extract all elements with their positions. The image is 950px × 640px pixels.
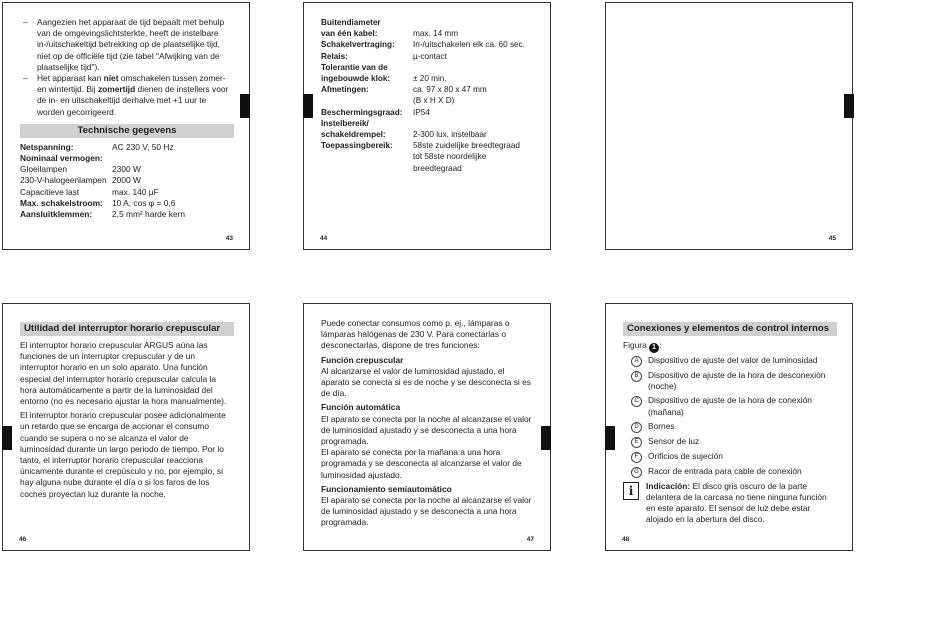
page-43: [2, 2, 250, 250]
spec-row: [321, 163, 535, 174]
spec-key: van één kabel:: [321, 29, 378, 39]
paragraph: Puede conectar consumos como p. ej., lámparas o lámparas halógenas de 230 V. Para conectarlas o desconectarlas, dispone de tres funciones:: [321, 318, 510, 351]
spec-value: IP54: [413, 107, 430, 117]
list-item-text: Dispositivo de ajuste del valor de luminosidad: [648, 355, 818, 365]
list-item-text: Sensor de luz: [648, 435, 700, 446]
spec-key: Instelbereik/: [321, 118, 369, 128]
section-heading: Conexiones y elementos de control internos: [623, 322, 837, 336]
paragraph: El aparato se conecta por la mañana a una hora programada y se desconecta al alcanzarse el valor de luminosidad ajustado.: [321, 447, 522, 480]
page-number: 45: [828, 235, 836, 242]
bullet-text: Aangezien het apparaat de tijd bepaalt met behulp van de omgevingslichtsterkte, heeft de instelbare in-/uitschakeltijd betrekking op de plaatselijke tijd, niet op de officiële tijd (zie tabel "Afwijking van de plaatselijke tijd").: [37, 17, 225, 72]
thumb-index-tab: [541, 426, 551, 450]
spec-value: 2300 W: [112, 164, 141, 175]
spec-row: [321, 51, 535, 62]
subheading: Función automática: [321, 402, 401, 413]
spec-key: Toepassingbereik:: [321, 141, 393, 151]
spec-row: [321, 73, 535, 84]
circled-letter: A: [631, 356, 642, 367]
list-item-text: Dispositivo de ajuste de la hora de conexión (mañana): [648, 395, 812, 417]
spec-key: Aansluitklemmen:: [20, 209, 93, 220]
spec-row: [20, 142, 234, 153]
spec-key: Netspanning:: [20, 141, 74, 152]
spec-row: [20, 175, 234, 186]
bullet-text: dienen de instellers voor de in- en uitschakeltijd derhalve met +1 uur te worden gecorrigeerd.: [37, 84, 229, 117]
spec-value: breedtegraad: [413, 163, 462, 173]
bullet-mark: –: [23, 73, 28, 84]
spec-key: Afmetingen:: [321, 85, 369, 95]
list-item-text: Racor de entrada para cable de conexión: [648, 465, 802, 476]
spec-value: 2-300 lux, instelbaar: [413, 130, 487, 140]
spec-row: [20, 153, 234, 164]
spec-row: [321, 95, 535, 106]
spec-table: [321, 17, 535, 174]
spec-key: Buitendiameter: [321, 18, 381, 27]
spec-key: Gloeilampen: [20, 164, 68, 175]
list-item: [623, 355, 837, 367]
paragraph: Al alcanzarse el valor de luminosidad ajustado, el aparato se conecta si es de noche y se desconecta si es de día.: [321, 365, 531, 399]
page-number: 43: [225, 235, 233, 242]
spec-key: Schakelvertraging:: [321, 40, 395, 50]
thumb-index-tab: [844, 94, 854, 118]
list-item: [623, 466, 837, 478]
spec-key: Capacitieve last: [20, 186, 80, 197]
spec-value: (B x H X D): [413, 96, 455, 106]
list-item: [623, 436, 837, 448]
section-heading: Utilidad del interruptor horario crepuscular: [20, 322, 234, 336]
thumb-index-tab: [2, 426, 12, 450]
thumb-index-tab: [605, 426, 615, 450]
figure-label: Figura: [623, 340, 647, 350]
spec-row: [321, 39, 535, 50]
spec-value: In-/uitschakelen elk ca. 60 sec.: [413, 40, 525, 50]
list-item-text: Orificios de sujeción: [648, 450, 723, 461]
page-number: 47: [526, 536, 534, 543]
spec-value: µ-contact: [413, 51, 447, 61]
spec-key: [321, 95, 413, 106]
bullet-text: omschakelen tussen zomer- en wintertijd. Bij: [37, 73, 226, 95]
subheading: Función crepuscular: [321, 354, 404, 365]
list-item: [623, 421, 837, 433]
spec-value: [413, 62, 535, 73]
spec-value: ± 20 min.: [413, 74, 447, 84]
paragraph: El aparato se conecta por la noche al alcanzarse el valor de luminosidad ajustado y se desconecta a una hora programada.: [321, 413, 532, 447]
info-icon: i: [623, 482, 639, 500]
thumb-index-tab: [240, 94, 250, 118]
spec-value: max. 140 µF: [112, 186, 159, 197]
paragraph: El interruptor horario crepuscular posee adicionalmente un retardo que se encarga de accionar el consumo cuando se supera o no se alcanza el valor de luminosidad durante un largo periodo de tiempo. Por lo tanto, el interruptor horario crepuscular reacciona únicamente durante el crepúsculo y no, por ejemplo, si hay alguna nube durante el día o si los faros de los coches proyectan luz durante la noche.: [20, 410, 226, 499]
spec-key: ingebouwde klok:: [321, 74, 391, 84]
page-48: [605, 303, 853, 551]
spec-row: [321, 151, 535, 162]
spec-key: schakeldrempel:: [321, 130, 386, 140]
spec-table: [20, 142, 234, 220]
paragraph: El interruptor horario crepuscular ARGUS aúna las funciones de un interruptor crepuscular y de un interruptor horario en un solo aparato. Una función especial del interruptor horario crepuscular calcula la hora automáticamente a partir de la luminosidad del entorno (no es necesario ajustar la hora manualmente).: [20, 340, 227, 407]
spec-row: [321, 62, 535, 73]
figure-reference: Figura 1 :: [623, 340, 662, 351]
page-46: [2, 303, 250, 551]
spec-value: [413, 118, 535, 129]
info-note: [623, 481, 837, 526]
list-item: [623, 370, 837, 392]
circled-letter: D: [631, 422, 642, 433]
list-item: [623, 451, 837, 463]
spec-key: Tolerantie van de: [321, 62, 388, 72]
circled-letter: G: [631, 467, 642, 478]
page-number: 44: [320, 235, 328, 242]
spec-value: 58ste zuidelijke breedtegraad: [413, 141, 520, 151]
thumb-index-tab: [303, 94, 313, 118]
info-label: Indicación:: [646, 480, 691, 491]
spec-row: [321, 118, 535, 129]
spec-key: [321, 151, 413, 162]
bullet-1: [20, 17, 234, 73]
spec-key: 230-V-halogeenlampen: [20, 175, 107, 186]
circled-letter: F: [631, 452, 642, 463]
spec-value: [413, 17, 535, 28]
figure-number-badge: 1: [649, 343, 659, 353]
list-item-text: Dispositivo de ajuste de la hora de desconexión (noche): [648, 370, 826, 392]
spec-value: [103, 153, 234, 164]
spec-key: Nominaal vermogen:: [20, 153, 103, 164]
paragraph: El aparato se conecta por la noche al alcanzarse el valor de luminosidad ajustado y se desconecta a una hora programada.: [321, 495, 532, 528]
bullet-2: [20, 73, 234, 118]
spec-value: AC 230 V, 50 Hz: [112, 141, 174, 152]
circled-letter: E: [631, 437, 642, 448]
info-text-block: [646, 481, 837, 526]
spec-row: [321, 140, 535, 151]
circled-letter: B: [631, 371, 642, 382]
bullet-mark: –: [23, 17, 28, 27]
bullet-bold: niet: [103, 73, 119, 84]
list-item-text: Bornes: [648, 420, 675, 431]
spec-row: [321, 28, 535, 39]
page-45: [605, 2, 853, 250]
spec-key: Relais:: [321, 51, 348, 61]
spec-value: tot 58ste noordelijke: [413, 152, 487, 162]
spec-row: [321, 107, 535, 118]
spec-row: [20, 187, 234, 198]
section-heading: Technische gegevens: [20, 124, 234, 138]
spec-row: [321, 84, 535, 95]
spec-row: [20, 198, 234, 209]
spec-value: 2000 W: [112, 175, 141, 186]
page-number: 46: [19, 536, 27, 543]
spec-key: Beschermingsgraad:: [321, 107, 403, 117]
spec-row: [20, 164, 234, 175]
list-item: [623, 395, 837, 417]
spec-row: [321, 129, 535, 140]
page-44: [303, 2, 551, 250]
subheading: Funcionamiento semiautomático: [321, 483, 452, 494]
spec-key: [321, 163, 413, 174]
circled-letter: C: [631, 396, 642, 407]
bullet-text: Het apparaat kan: [37, 73, 104, 84]
page-47: [303, 303, 551, 551]
page-number: 48: [622, 536, 630, 543]
spec-value: 2,5 mm² harde kern: [112, 209, 186, 220]
spec-value: ca. 97 x 80 x 47 mm: [413, 85, 487, 95]
bullet-bold: zomertijd: [97, 84, 136, 95]
spec-row: [321, 17, 535, 28]
spec-key: Max. schakelstroom:: [20, 197, 103, 208]
spec-row: [20, 209, 234, 220]
spec-value: max. 14 mm: [413, 29, 459, 39]
info-text: El disco gris oscuro de la parte delantera de la carcasa no tiene ninguna función en este aparato. El sensor de luz debe estar alojado en la abertura del disco.: [646, 480, 827, 525]
spec-value: 10 A, cos φ = 0,6: [112, 197, 176, 208]
